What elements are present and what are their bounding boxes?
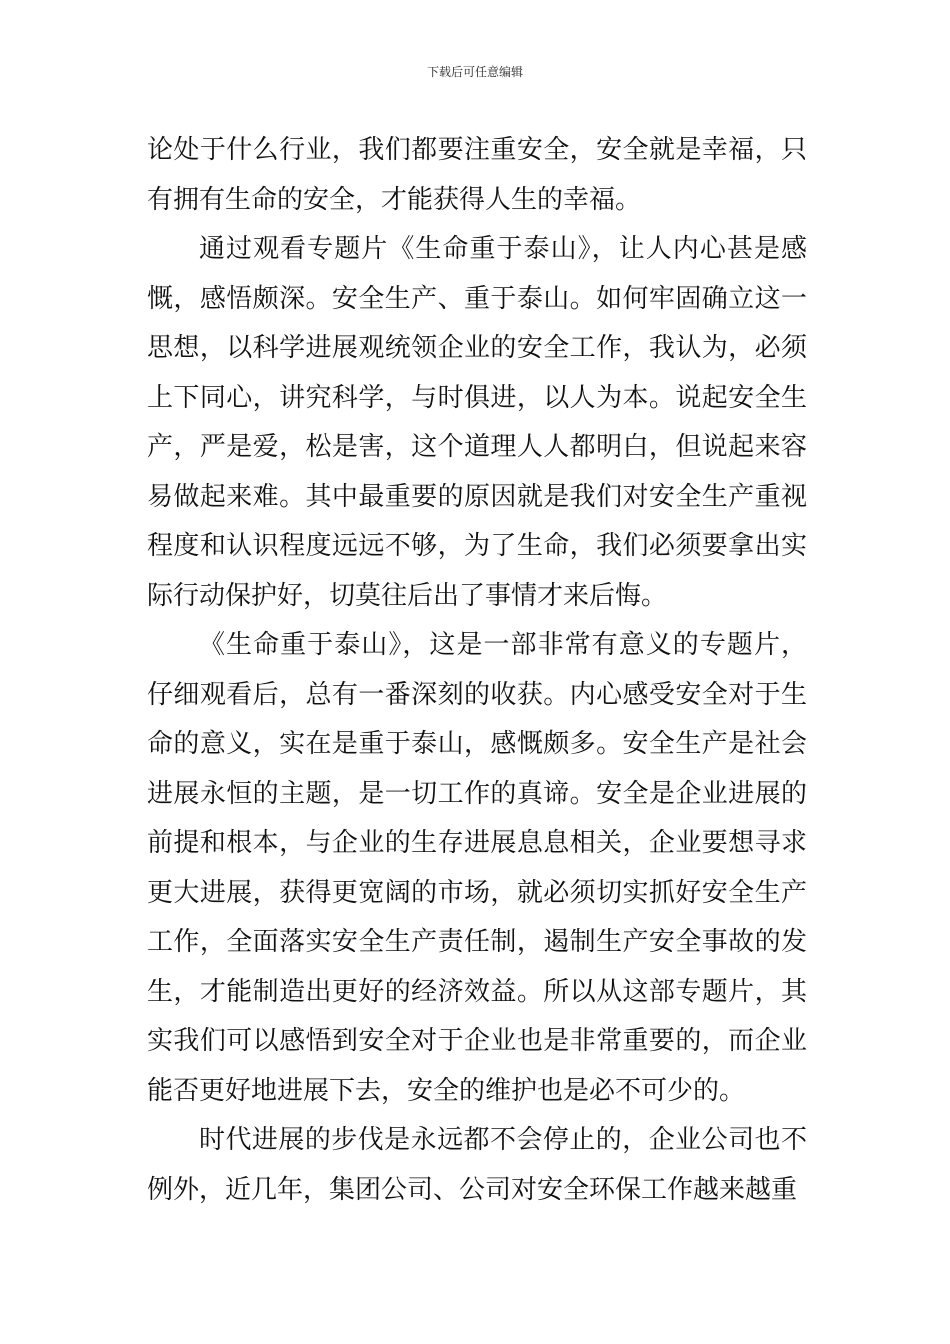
page-header: 下载后可任意编辑 — [426, 65, 523, 79]
document-body — [147, 126, 807, 1215]
paragraph-times-progress: 时代进展的步伐是永远都不会停止的，企业公司也不例外，近几年，集团公司、公司对安全环保工作越来越重 — [147, 1125, 807, 1205]
paragraph-film-significance: 《生命重于泰山》，这是一部非常有意义的专题片，仔细观看后，总有一番深刻的收获。内心感受安全对于生命的意义，实在是重于泰山，感慨颇多。安全生产是社会进展永恒的主题，是一切工作的真谛。安全是企业进展的前提和根本，与企业的生存进展息息相关，企业要想寻求更大进展，获得更宽阔的市场，就必须切实抓好安全生产工作，全面落实安全生产责任制，遏制生产安全事故的发生，才能制造出更好的经济效益。所以从这部专题片，其实我们可以感悟到安全对于企业也是非常重要的，而企业能否更好地进展下去，安全的维护也是必不可少的。 — [147, 630, 807, 1106]
paragraph-continuation: 论处于什么行业，我们都要注重安全，安全就是幸福，只有拥有生命的安全，才能获得人生的幸福。 — [147, 135, 807, 215]
paragraph-viewing-film: 通过观看专题片《生命重于泰山》，让人内心甚是感慨，感悟颇深。安全生产、重于泰山。如何牢固确立这一思想，以科学进展观统领企业的安全工作，我认为，必须上下同心，讲究科学，与时俱进，以人为本。说起安全生产，严是爱，松是害，这个道理人人都明白，但说起来容易做起来难。其中最重要的原因就是我们对安全生产重视程度和认识程度远远不够，为了生命，我们必须要拿出实际行动保护好，切莫往后出了事情才来后悔。 — [147, 234, 807, 611]
